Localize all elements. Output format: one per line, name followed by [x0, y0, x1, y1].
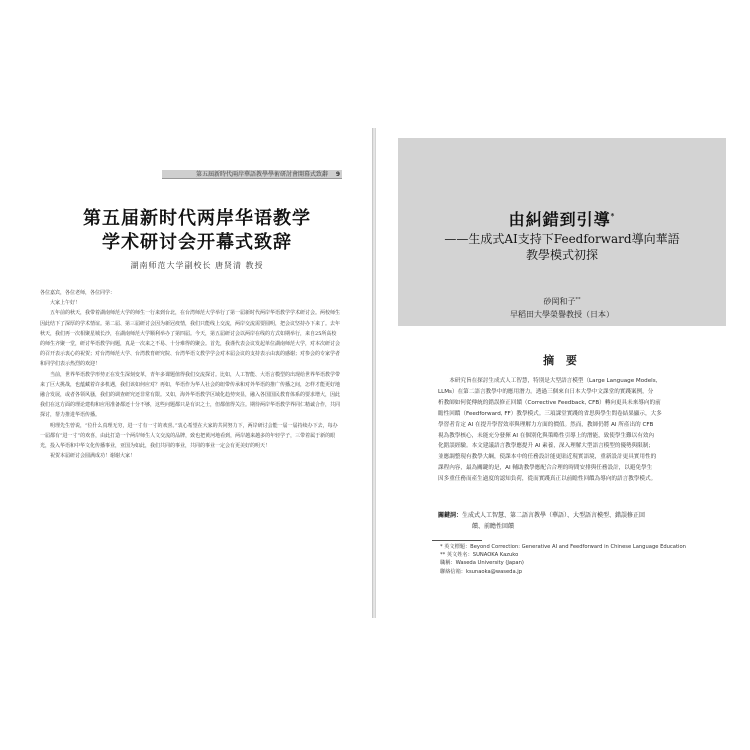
- author-name: [398, 296, 726, 307]
- paragraph: 明理先生曾说，“位什么真理无穷，进一寸有一寸的欢喜。”衷心希望在大家的共同努力下，两岸研讨会能一届一届持续办下去，每办一届都有“进一寸”的欢喜，由此打造一个两岸师生人文交流的品牌，致也把黄河地看到，两岸越来越多的年轻学子，三带着属于新的眼光，投入华语和中华文化传播事业，亚国为如此，我们共同的事业，共同的事业一定会有更美好的明天！: [40, 422, 338, 450]
- abstract-heading: 摘 要: [543, 354, 581, 367]
- footnote-divider: [432, 540, 482, 541]
- keywords-block: [438, 510, 704, 532]
- paragraph: 祝贺本届研讨会圆满成功！谢谢大家！: [50, 453, 136, 460]
- abstract-line: 本研究旨在探討生成式人工智慧，特別是大型語言模型（Large Language Models,: [449, 378, 658, 384]
- footnote: * 英文標題：Beyond Correction: Generative AI and Feedforward in Chinese Language Education: [440, 544, 686, 550]
- footnote: 職稱：Waseda University (Japan): [440, 560, 524, 567]
- abstract-line: 課程內容，最為關鍵的是，AI 輔助教學應配合合理的時間安排與任務設計，以避免學生: [438, 465, 653, 472]
- title-footnote-mark: *: [610, 211, 616, 221]
- keywords-line1: 生成式人工智慧、第二語言教學（華語）、大型語言模型、錯誤修正回: [462, 512, 646, 519]
- article-title: [398, 207, 726, 230]
- page-title-line2: 学术研讨会开幕式致辞: [102, 232, 292, 253]
- abstract-line: LLMs）在第二語言教學中的應用潛力。透過三個來自日本大學中文課堂的實踐案例，分: [438, 388, 654, 395]
- page-title-line1: 第五届新时代两岸华语教学: [83, 208, 311, 229]
- author-name-text: 砂岡和子: [543, 297, 576, 306]
- abstract-line: 瞻性回饋（Feedforward, FF）教學模式。三項課堂實踐的省思與學生問卷結果顯示，大多: [438, 410, 662, 417]
- footnotes: [440, 543, 710, 576]
- article-subtitle-line1: ——生成式AI支持下Feedforward導向華語: [444, 232, 680, 246]
- keywords-label: 關鍵詞：: [438, 512, 463, 519]
- abstract-line: 學習者肯定 AI 在提升學習效率與理解力方面的價值。然而，教師仍將 AI 所產出的 CFB: [438, 421, 654, 428]
- speech-body: [40, 288, 340, 461]
- keywords-line2: 饋、前瞻性回饋: [472, 523, 515, 530]
- abstract-line: 視為教學核心，未能充分發揮 AI 在個別化與策略性引導上的潛能，致使學生難以有效內: [438, 432, 655, 439]
- footnote: 聯絡信箱：ksunaoka@waseda.jp: [440, 568, 523, 575]
- footnote: ** 英文姓名：SUNAOKA Kazuko: [440, 552, 519, 559]
- author-affiliation: 早稻田大學榮譽教授（日本）: [510, 310, 614, 319]
- byline: 湖南师范大学副校长 唐贤清 教授: [130, 261, 264, 270]
- abstract-line: 並應調整現有教學大綱，使課本中的任務設計能更貼近現實語境，重新設計更具實用性的: [438, 454, 657, 461]
- abstract-line: 化錯誤經驗。本文建議語言教學應提升 AI 素養，深入理解大型語言模型的優勢與限制；: [438, 443, 655, 450]
- paragraph: 当前，世界华语教学形势正在发生深刻变革，青年多课题值得我们交流探讨。比如，人工智能、大语言模型的出现给世界华语教学带来了巨大挑战，也蕴藏着许多机遇，我们该如何应对？再如，华语作为华人社会的纽带传承和对外华语的推广传播之间，怎样才能更好地融合发展，或者各领风骚，我们的调查研究还非常有限。又如，海外华语教学区域化趋势突显，融入各国国民教育体系的要求增大，因此我们在这方面的理论建构和应用准备都还十分不够，这些问题都只是有识之士，但都值得关注。期待两岸华语教学界同仁精诚合作，共同探讨，帮力推进华语传播。: [40, 371, 341, 419]
- abstract-line: 析教師如何從傳統的錯誤修正回饋（Corrective Feedback, CFB）轉向更具未來導向的前: [438, 399, 661, 406]
- article-title-text: 由糾錯到引導: [508, 210, 611, 229]
- paragraph: 各位嘉宾，各位老师，各位同学：: [40, 290, 116, 296]
- running-head-text: 第五屆新時代兩岸華語教學學術研討會開幕式致辭: [195, 171, 328, 178]
- page-number: 9: [335, 171, 340, 178]
- running-head: [162, 170, 342, 179]
- article-subtitle-line2: 教學模式初探: [525, 248, 598, 262]
- author-footnote-mark: **: [575, 296, 581, 303]
- paragraph: 五年前的秋天，我带着湖南师范大学的师生一行来到台北，在台湾师范大学举行了第一届新时代两岸华语教学学术研讨会。两校师生因此结下了深厚的学术情谊。第二届、第三届研讨会因为新冠疫情，我们只能线上交流，两岸交流需要圆明，把会议坚持办下来了。去年秋天，我们再一次相聚星城长沙，在湖南师范大学顺利举办了第四届。今天，第五届研讨会以两岸在线的方式如期举行，来自25所高校的师生齐聚一堂，研讨华语教学问题，真是一次来之不易、十分难得的聚会。首先，我谨代表会议发起单位湖南师范大学，对本次研讨会的召开表示衷心的祝贺；对台湾师范大学、台湾教育研究院、台湾华语文教学学会对本届会议的支持表示由衷的感谢；对参会的专家学者和同学们表示热烈的欢迎！: [40, 310, 341, 368]
- left-page-content: [22, 128, 372, 618]
- abstract-line: 因多重任務而產生過度的認知負荷，從而實踐真正以前瞻性回饋為導向的語言教學模式。: [438, 476, 657, 483]
- abstract-body: [438, 376, 704, 485]
- paragraph: 大家上午好！: [50, 300, 81, 307]
